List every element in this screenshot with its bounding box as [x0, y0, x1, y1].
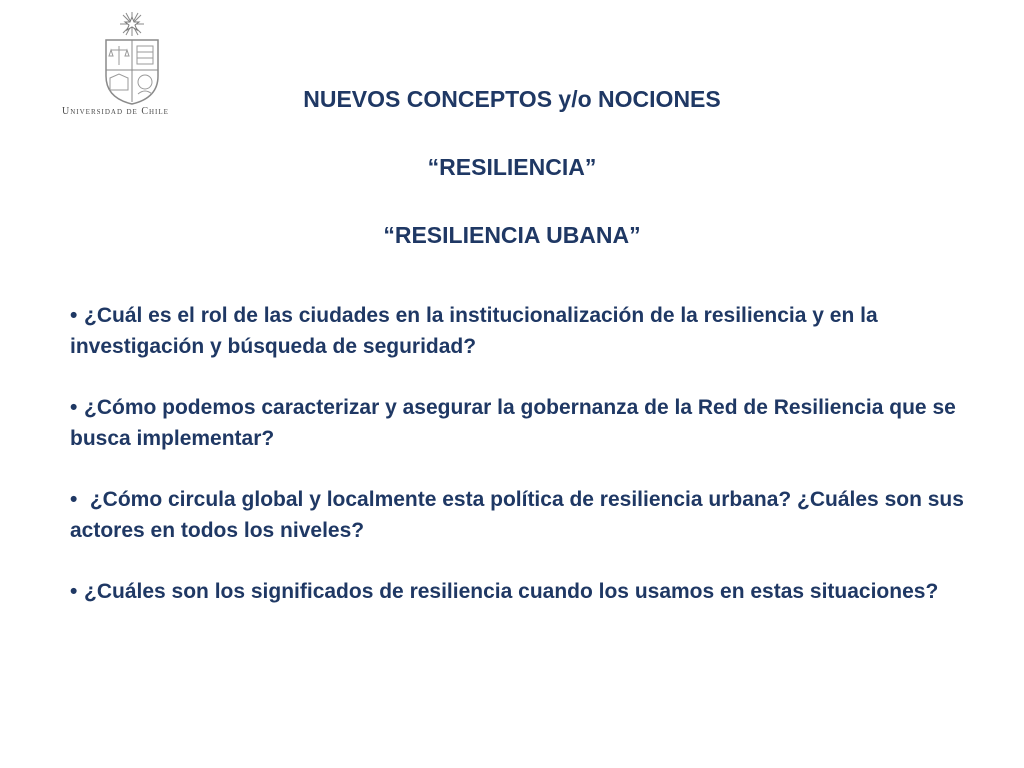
list-item-text: ¿Cómo podemos caracterizar y asegurar la gobernanza de la Red de Resiliencia que se busca implementar? — [70, 396, 956, 450]
bullet-icon: • — [70, 488, 78, 511]
list-item-text: ¿Cuáles son los significados de resiliencia cuando los usamos en estas situaciones? — [84, 580, 939, 603]
list-item — [70, 576, 970, 607]
bullet-icon: • — [70, 396, 78, 419]
logo-text: Universidad de Chile — [62, 106, 169, 117]
subtitle-resiliencia-urbana: “RESILIENCIA UBANA” — [383, 222, 641, 248]
bullet-icon: • — [70, 304, 78, 327]
list-item — [70, 300, 970, 362]
list-item — [70, 392, 970, 454]
question-list — [70, 300, 970, 637]
list-item-text: ¿Cuál es el rol de las ciudades en la institucionalización de la resiliencia y en la investigación y búsqueda de seguridad? — [70, 304, 878, 358]
list-item — [70, 484, 970, 546]
bullet-icon: • — [70, 580, 78, 603]
list-item-text: ¿Cómo circula global y localmente esta política de resiliencia urbana? ¿Cuáles son sus actores en todos los niveles? — [70, 488, 964, 542]
subtitle-resiliencia: “RESILIENCIA” — [427, 154, 597, 180]
slide-title: NUEVOS CONCEPTOS y/o NOCIONES — [303, 86, 721, 112]
